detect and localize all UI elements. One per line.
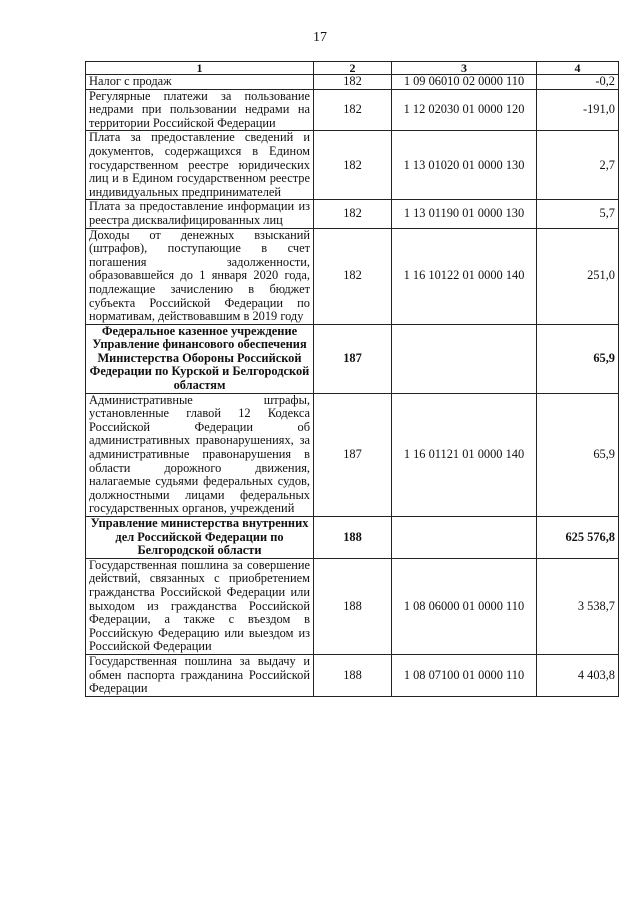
revenue-name-cell: Федеральное казенное учреждение Управление финансового обеспечения Министерства Обороны Российской Федерации по Курской и Белгородской областям xyxy=(86,324,314,393)
admin-code-cell: 182 xyxy=(314,75,392,90)
revenue-name-cell: Регулярные платежи за пользование недрами при пользовании недрами на территории Российской Федерации xyxy=(86,89,314,131)
table-row xyxy=(86,89,619,131)
amount-cell: -0,2 xyxy=(537,75,619,90)
table-row xyxy=(86,75,619,90)
budget-code-cell: 1 12 02030 01 0000 120 xyxy=(392,89,537,131)
table-row xyxy=(86,200,619,228)
budget-code-cell: 1 13 01190 01 0000 130 xyxy=(392,200,537,228)
amount-cell: 65,9 xyxy=(537,324,619,393)
admin-code-cell: 188 xyxy=(314,517,392,559)
revenue-name-cell: Доходы от денежных взысканий (штрафов), поступающие в счет погашения задолженности, образовавшейся до 1 января 2020 года, подлежащие зачислению в бюджет субъекта Российской Федерации по нормативам, действовавшим в 2019 году xyxy=(86,228,314,324)
revenue-name-cell: Налог с продаж xyxy=(86,75,314,90)
admin-code-cell: 182 xyxy=(314,89,392,131)
budget-code-cell: 1 16 10122 01 0000 140 xyxy=(392,228,537,324)
admin-code-cell: 187 xyxy=(314,393,392,516)
budget-code-cell: 1 16 01121 01 0000 140 xyxy=(392,393,537,516)
column-header: 4 xyxy=(537,62,619,75)
column-header: 2 xyxy=(314,62,392,75)
admin-code-cell: 187 xyxy=(314,324,392,393)
table-row xyxy=(86,131,619,200)
revenue-name-cell: Управление министерства внутренних дел Российской Федерации по Белгородской области xyxy=(86,517,314,559)
admin-code-cell: 182 xyxy=(314,131,392,200)
revenue-name-cell: Государственная пошлина за выдачу и обмен паспорта гражданина Российской Федерации xyxy=(86,654,314,696)
amount-cell: 5,7 xyxy=(537,200,619,228)
admin-code-cell: 188 xyxy=(314,654,392,696)
budget-code-cell: 1 08 07100 01 0000 110 xyxy=(392,654,537,696)
page-number: 17 xyxy=(313,30,327,45)
table-row-organization xyxy=(86,324,619,393)
table-header-row xyxy=(86,62,619,75)
revenue-name-cell: Административные штрафы, установленные главой 12 Кодекса Российской Федерации об административных правонарушениях, за административные правонарушения в области дорожного движения, налагаемые судьями федеральных судов, должностными лицами федеральных государственных органов, учреждений xyxy=(86,393,314,516)
budget-code-cell: 1 13 01020 01 0000 130 xyxy=(392,131,537,200)
amount-cell: -191,0 xyxy=(537,89,619,131)
table-row-organization xyxy=(86,517,619,559)
revenue-table xyxy=(85,61,619,697)
budget-code-cell xyxy=(392,517,537,559)
admin-code-cell: 182 xyxy=(314,228,392,324)
column-header: 1 xyxy=(86,62,314,75)
table-row xyxy=(86,654,619,696)
revenue-name-cell: Плата за предоставление сведений и документов, содержащихся в Едином государственном реестре юридических лиц и в Едином государственном реестре индивидуальных предпринимателей xyxy=(86,131,314,200)
budget-code-cell: 1 09 06010 02 0000 110 xyxy=(392,75,537,90)
revenue-name-cell: Плата за предоставление информации из реестра дисквалифицированных лиц xyxy=(86,200,314,228)
amount-cell: 3 538,7 xyxy=(537,558,619,654)
table-row xyxy=(86,393,619,516)
amount-cell: 2,7 xyxy=(537,131,619,200)
budget-code-cell xyxy=(392,324,537,393)
table-row xyxy=(86,228,619,324)
admin-code-cell: 182 xyxy=(314,200,392,228)
table-row xyxy=(86,558,619,654)
admin-code-cell: 188 xyxy=(314,558,392,654)
revenue-name-cell: Государственная пошлина за совершение действий, связанных с приобретением гражданства Российской Федерации или выходом из гражданства Российской Федерации, а также с въездом в Российскую Федерацию или выездом из Российской Федерации xyxy=(86,558,314,654)
column-header: 3 xyxy=(392,62,537,75)
amount-cell: 625 576,8 xyxy=(537,517,619,559)
amount-cell: 65,9 xyxy=(537,393,619,516)
budget-code-cell: 1 08 06000 01 0000 110 xyxy=(392,558,537,654)
amount-cell: 251,0 xyxy=(537,228,619,324)
amount-cell: 4 403,8 xyxy=(537,654,619,696)
